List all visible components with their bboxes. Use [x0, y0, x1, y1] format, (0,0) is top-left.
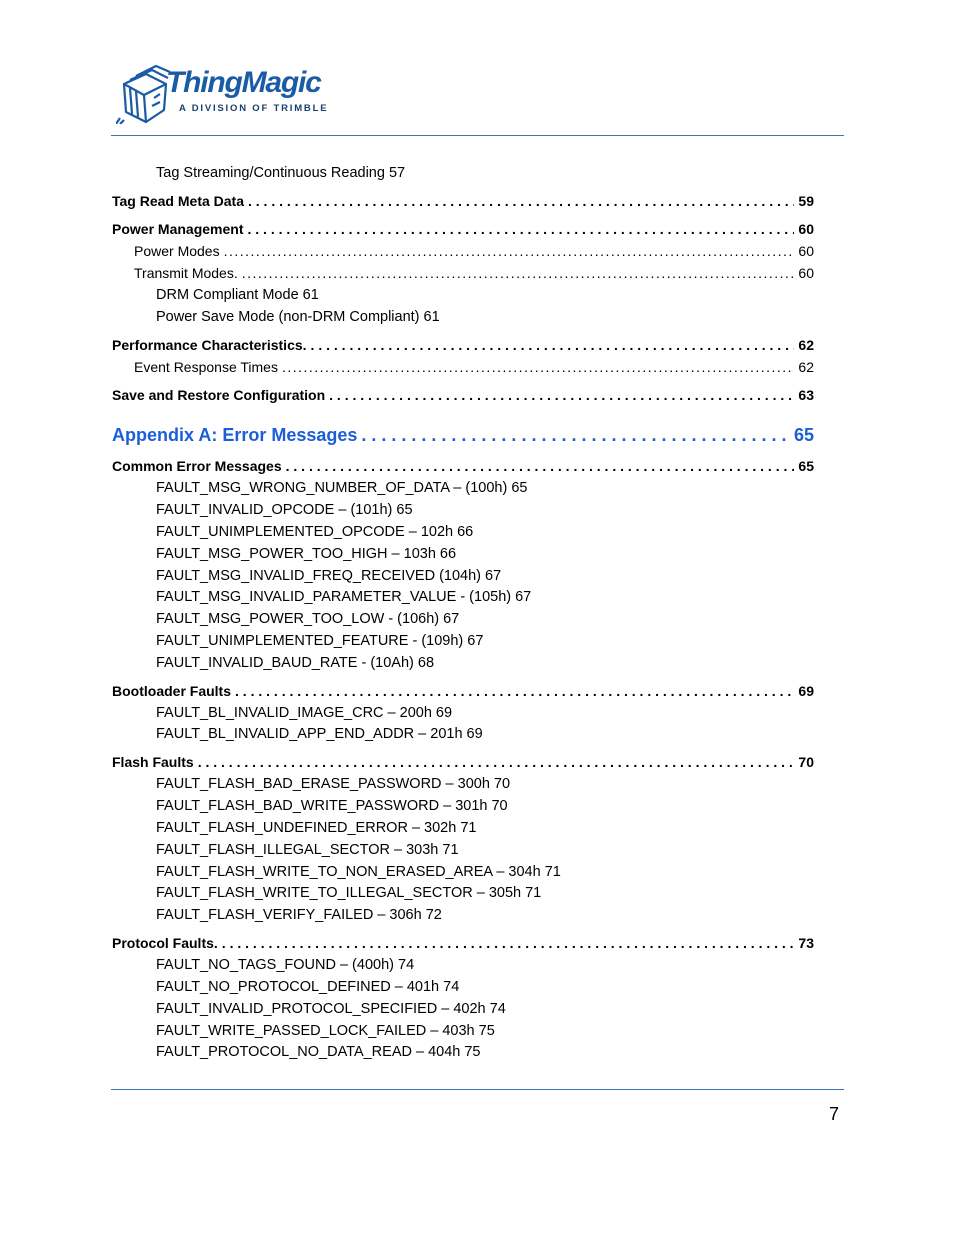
toc-entry	[156, 288, 319, 303]
toc-entry-title: FAULT_FLASH_BAD_ERASE_PASSWORD – 300h 70	[156, 776, 511, 792]
dot-leader	[198, 755, 795, 769]
toc-entry-title: Power Management	[112, 221, 244, 237]
toc-entry-title: Power Modes	[134, 243, 220, 259]
toc-entry	[156, 525, 473, 540]
toc-entry-title: FAULT_FLASH_UNDEFINED_ERROR – 302h 71	[156, 820, 477, 836]
toc-entry	[156, 503, 413, 518]
toc-entry	[156, 656, 434, 671]
toc-entry-title: FAULT_FLASH_ILLEGAL_SECTOR – 303h 71	[156, 842, 459, 858]
toc-entry	[156, 865, 561, 880]
toc-entry	[156, 1002, 506, 1017]
toc-entry[interactable]	[134, 360, 814, 374]
toc-entry-title: Flash Faults	[112, 754, 194, 770]
toc-entry	[156, 908, 442, 923]
toc-entry-title: FAULT_MSG_POWER_TOO_HIGH – 103h 66	[156, 546, 457, 562]
toc-entry[interactable]	[112, 459, 814, 473]
toc-entry[interactable]	[134, 244, 814, 258]
toc-entry-page: 62	[798, 337, 814, 353]
toc-entry-title: FAULT_FLASH_BAD_WRITE_PASSWORD – 301h 70	[156, 798, 508, 814]
toc-entry-title: FAULT_WRITE_PASSED_LOCK_FAILED – 403h 75	[156, 1023, 495, 1039]
toc-entry-title: FAULT_FLASH_WRITE_TO_ILLEGAL_SECTOR – 305h 71	[156, 885, 542, 901]
dot-leader	[242, 266, 795, 280]
toc-entry-page: 63	[798, 387, 814, 403]
toc-entry-title: FAULT_MSG_INVALID_PARAMETER_VALUE - (105h) 67	[156, 589, 532, 605]
toc-entry-title: FAULT_MSG_POWER_TOO_LOW - (106h) 67	[156, 611, 460, 627]
toc-entry-title: FAULT_BL_INVALID_APP_END_ADDR – 201h 69	[156, 726, 483, 742]
toc-entry	[156, 777, 510, 792]
toc-entry[interactable]	[112, 194, 814, 208]
toc-entry-title: Appendix A: Error Messages	[112, 425, 358, 445]
toc-entry	[156, 481, 527, 496]
toc-entry-page: 65	[798, 458, 814, 474]
toc-entry-title: Tag Streaming/Continuous Reading 57	[156, 165, 406, 181]
toc-entry-title: FAULT_UNIMPLEMENTED_OPCODE – 102h 66	[156, 524, 474, 540]
toc-entry-page: 62	[798, 359, 814, 375]
toc-entry-page: 70	[798, 754, 814, 770]
toc-entry-title: FAULT_NO_TAGS_FOUND – (400h) 74	[156, 957, 415, 973]
toc-entry-title: Bootloader Faults	[112, 683, 232, 699]
toc-entry-title: FAULT_INVALID_PROTOCOL_SPECIFIED – 402h 74	[156, 1001, 506, 1017]
toc-entry-title: Event Response Times	[134, 359, 278, 375]
toc-entry[interactable]	[134, 266, 814, 280]
toc-entry	[156, 958, 414, 973]
toc-entry-title: Power Save Mode (non-DRM Compliant) 61	[156, 309, 440, 325]
logo-wordmark: ThingMagic	[166, 66, 321, 99]
toc-entry-page: 60	[798, 221, 814, 237]
toc-entry	[156, 980, 459, 995]
toc-entry-page: 73	[798, 935, 814, 951]
dot-leader	[247, 222, 794, 236]
dot-leader	[361, 426, 790, 444]
toc-entry-title: FAULT_BL_INVALID_IMAGE_CRC – 200h 69	[156, 705, 453, 721]
toc-entry-title: FAULT_NO_PROTOCOL_DEFINED – 401h 74	[156, 979, 460, 995]
toc-entry-title: FAULT_UNIMPLEMENTED_FEATURE - (109h) 67	[156, 633, 484, 649]
toc-entry-page: 65	[793, 425, 814, 445]
toc-entry	[156, 799, 508, 814]
toc-entry-title: FAULT_FLASH_WRITE_TO_NON_ERASED_AREA – 304h 71	[156, 864, 561, 880]
toc-entry-title: Performance Characteristics.	[112, 337, 307, 353]
toc-entry	[156, 547, 456, 562]
toc-entry-title: DRM Compliant Mode 61	[156, 287, 319, 303]
toc-entry-title: FAULT_INVALID_OPCODE – (101h) 65	[156, 502, 413, 518]
toc-entry-title: FAULT_MSG_WRONG_NUMBER_OF_DATA – (100h) 65	[156, 480, 528, 496]
dot-leader	[248, 194, 794, 208]
toc-entry-page: 60	[798, 243, 814, 259]
toc-entry-title: Tag Read Meta Data	[112, 193, 244, 209]
toc-appendix-heading[interactable]	[112, 426, 814, 444]
toc-entry[interactable]	[112, 338, 814, 352]
dot-leader	[311, 338, 795, 352]
toc-entry-page: 60	[798, 265, 814, 281]
page-number: 7	[829, 1104, 840, 1124]
dot-leader	[282, 360, 794, 374]
toc-entry-title: Common Error Messages	[112, 458, 282, 474]
dot-leader	[286, 459, 795, 473]
toc-entry-title: Transmit Modes.	[134, 265, 238, 281]
footer-rule	[111, 1089, 844, 1090]
toc-entry-title: Save and Restore Configuration	[112, 387, 326, 403]
toc-entry	[156, 727, 483, 742]
toc-entry-title: FAULT_MSG_INVALID_FREQ_RECEIVED (104h) 67	[156, 568, 502, 584]
toc-entry	[156, 843, 459, 858]
toc-entry	[156, 634, 483, 649]
toc-entry	[156, 569, 501, 584]
toc-entry	[156, 1045, 481, 1060]
toc-entry-title: FAULT_FLASH_VERIFY_FAILED – 306h 72	[156, 907, 442, 923]
toc-entry	[156, 1024, 495, 1039]
logo-tagline: A DIVISION OF TRIMBLE	[179, 103, 329, 114]
dot-leader	[329, 388, 794, 402]
toc-entry-page: 69	[798, 683, 814, 699]
toc-entry	[156, 590, 531, 605]
toc-entry	[156, 886, 541, 901]
toc-entry	[156, 310, 440, 325]
toc-entry	[156, 166, 405, 181]
toc-entry	[156, 706, 452, 721]
toc-entry-title: FAULT_INVALID_BAUD_RATE - (10Ah) 68	[156, 655, 435, 671]
toc-entry[interactable]	[112, 936, 814, 950]
toc-entry[interactable]	[112, 388, 814, 402]
toc-entry-title: Protocol Faults.	[112, 935, 218, 951]
dot-leader	[235, 684, 794, 698]
toc-entry[interactable]	[112, 755, 814, 769]
toc-entry[interactable]	[112, 222, 814, 236]
dot-leader	[222, 936, 795, 950]
dot-leader	[224, 244, 795, 258]
toc-entry-title: FAULT_PROTOCOL_NO_DATA_READ – 404h 75	[156, 1044, 481, 1060]
toc-entry	[156, 821, 476, 836]
toc-entry[interactable]	[112, 684, 814, 698]
toc-entry	[156, 612, 459, 627]
toc-entry-page: 59	[798, 193, 814, 209]
